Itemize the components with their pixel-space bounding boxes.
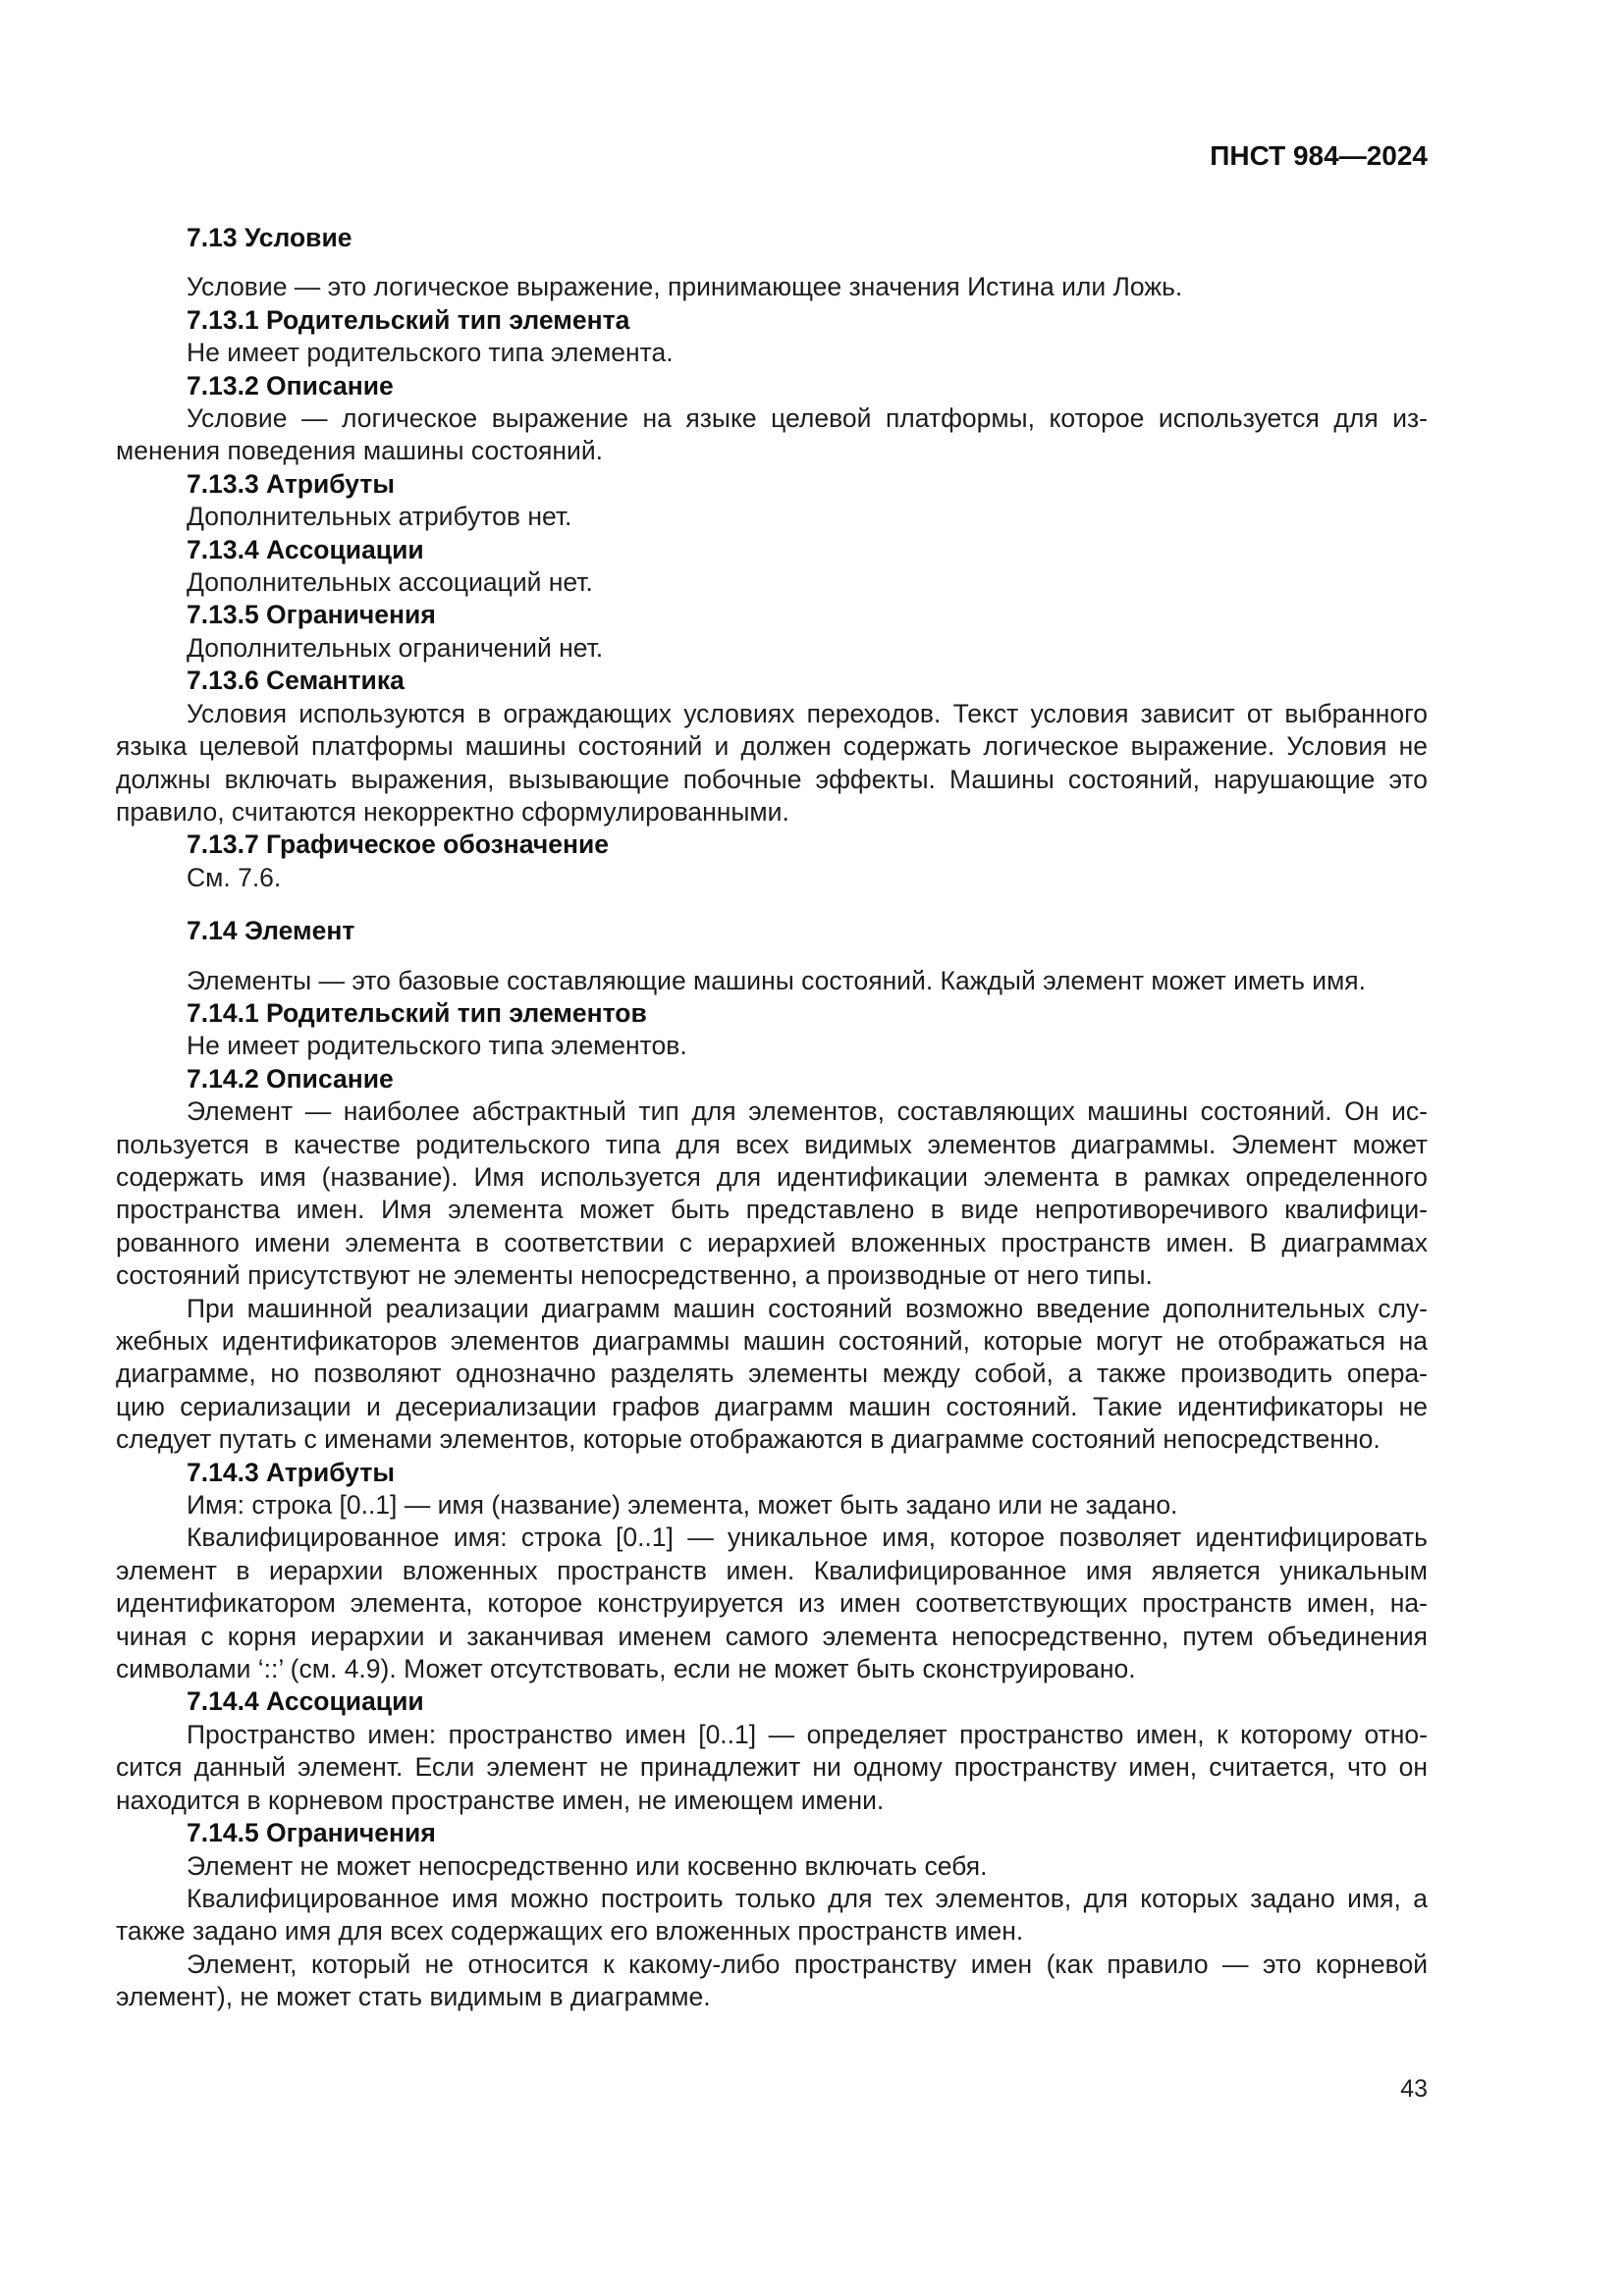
section-heading: 7.13.5 Ограничения	[187, 600, 436, 630]
section-heading: 7.13 Условие	[187, 223, 352, 252]
text-line: должны включать выражения, вызывающие побочные эффекты. Машины состояний, нарушающие это	[116, 764, 1428, 794]
text-line: жебных идентификаторов элементов диаграммы машин состояний, которые могут не отображаться на	[116, 1326, 1428, 1356]
text-line: цию сериализации и десериализации графов диаграмм машин состояний. Такие идентификаторы не	[116, 1391, 1428, 1421]
text-line: содержать имя (название). Имя используется для идентификации элемента в рамках определенного	[116, 1161, 1428, 1192]
section-heading: 7.13.2 Описание	[187, 370, 394, 400]
text-line: Условие — это логическое выражение, принимающее значения Истина или Ложь.	[187, 272, 1183, 302]
section-heading: 7.13.1 Родительский тип элемента	[187, 304, 630, 335]
text-line: диаграмме, но позволяют однозначно разделять элементы между собой, а также производить опера-	[116, 1359, 1428, 1389]
text-line: Имя: строка [0..1] — имя (название) элемента, может быть задано или не задано.	[187, 1490, 1178, 1521]
text-line: пространства имен. Имя элемента может быть представлено в виде непротиворечивого квалифици-	[116, 1195, 1428, 1225]
text-line: также задано имя для всех содержащих его вложенных пространств имен.	[116, 1916, 1024, 1947]
section-heading: 7.13.6 Семантика	[187, 666, 405, 696]
text-line: языка целевой платформы машины состояний и должен содержать логическое выражение. Условия не	[116, 731, 1428, 762]
section-heading: 7.13.3 Атрибуты	[187, 468, 395, 499]
text-line: Дополнительных ассоциаций нет.	[187, 567, 593, 598]
text-line: Условие — логическое выражение на языке целевой платформы, которое используется для из-	[187, 403, 1428, 434]
section-heading: 7.14.4 Ассоциации	[187, 1686, 424, 1717]
text-line: См. 7.6.	[187, 862, 282, 892]
text-line: идентификатором элемента, которое конструируется из имен соответствующих пространств имен, на-	[116, 1588, 1428, 1619]
section-heading: 7.14.2 Описание	[187, 1063, 394, 1094]
text-line: Элемент не может непосредственно или косвенно включать себя.	[187, 1850, 988, 1881]
section-heading: 7.14.1 Родительский тип элементов	[187, 997, 647, 1028]
text-line: Условия используются в ограждающих условиях переходов. Текст условия зависит от выбранного	[187, 698, 1428, 728]
text-line: Пространство имен: пространство имен [0..1] — определяет пространство имен, к которому отно-	[187, 1719, 1428, 1749]
text-line: чиная с корня иерархии и заканчивая именем самого элемента непосредственно, путем объединения	[116, 1621, 1428, 1651]
section-heading: 7.13.7 Графическое обозначение	[187, 829, 609, 860]
text-line: находится в корневом пространстве имен, не имеющем имени.	[116, 1785, 885, 1815]
text-line: Элемент — наиболее абстрактный тип для элементов, составляющих машины состояний. Он ис-	[187, 1096, 1428, 1127]
text-line: При машинной реализации диаграмм машин состояний возможно введение дополнительных слу-	[187, 1293, 1428, 1323]
section-heading: 7.14.5 Ограничения	[187, 1818, 436, 1848]
text-line: состояний присутствуют не элементы непосредственно, а производные от него типы.	[116, 1260, 1153, 1291]
text-line: Дополнительных ограничений нет.	[187, 632, 604, 663]
text-line: Квалифицированное имя: строка [0..1] — уникальное имя, которое позволяет идентифицировать	[187, 1522, 1428, 1553]
text-line: элемент в иерархии вложенных пространств имен. Квалифицированное имя является уникальным	[116, 1555, 1428, 1585]
text-line: менения поведения машины состояний.	[116, 436, 603, 466]
text-line: Квалифицированное имя можно построить только для тех элементов, для которых задано имя, а	[187, 1883, 1428, 1913]
text-line: пользуется в качестве родительского типа для всех видимых элементов диаграммы. Элемент может	[116, 1129, 1428, 1159]
section-heading: 7.14 Элемент	[187, 916, 355, 946]
text-line: рованного имени элемента в соответствии с иерархией вложенных пространств имен. В диаграммах	[116, 1227, 1428, 1257]
document-code-header: ПНСТ 984—2024	[1210, 140, 1428, 171]
text-line: правило, считаются некорректно сформулированными.	[116, 796, 789, 827]
text-line: следует путать с именами элементов, которые отображаются в диаграмме состояний непосредственно.	[116, 1424, 1380, 1455]
section-heading: 7.13.4 Ассоциации	[187, 534, 424, 564]
text-line: символами ‘::’ (см. 4.9). Может отсутствовать, если не может быть сконструировано.	[116, 1654, 1136, 1684]
text-line: сится данный элемент. Если элемент не принадлежит ни одному пространству имен, считается, что он	[116, 1752, 1428, 1783]
section-heading: 7.14.3 Атрибуты	[187, 1457, 395, 1487]
page-number: 43	[1400, 2075, 1428, 2103]
text-line: Дополнительных атрибутов нет.	[187, 502, 572, 532]
text-line: Не имеет родительского типа элементов.	[187, 1031, 687, 1061]
text-line: Элемент, который не относится к какому-либо пространству имен (как правило — это корневой	[187, 1949, 1428, 1979]
document-content	[116, 196, 1428, 2014]
text-line: Не имеет родительского типа элемента.	[187, 338, 674, 368]
text-line: Элементы — это базовые составляющие машины состояний. Каждый элемент может иметь имя.	[187, 965, 1367, 995]
text-line: элемент), не может стать видимым в диаграмме.	[116, 1982, 711, 2012]
